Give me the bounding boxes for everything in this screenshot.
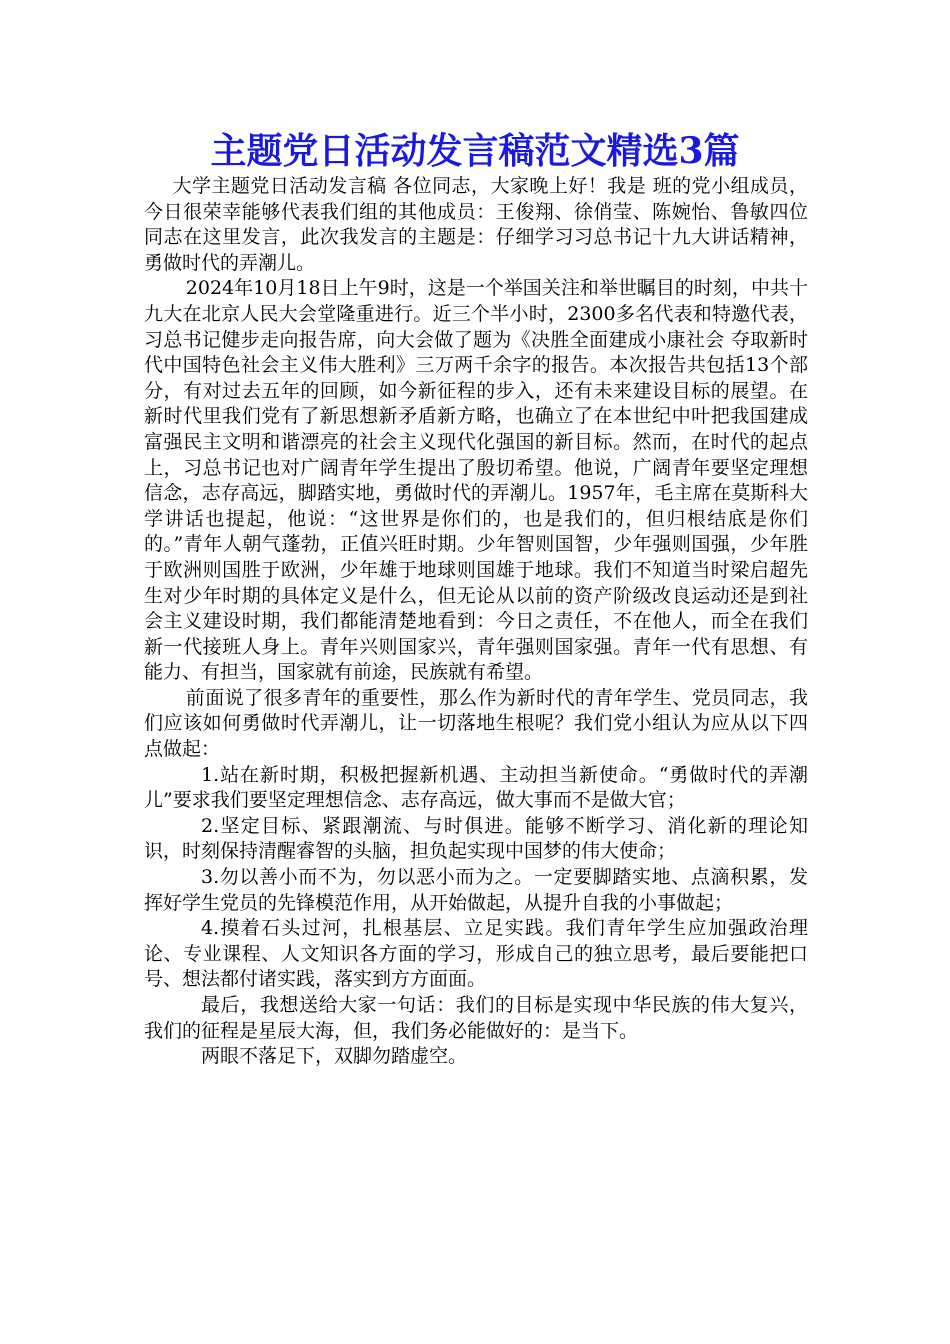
paragraph-report: 2024年10月18日上午9时，这是一个举国关注和举世瞩目的时刻，中共十九大在北京人民大会堂隆重进行。近三个半小时，2300多名代表和特邀代表，习总书记健步走向报告席，向大会做了题为《决胜全面建成小康社会 夺取新时代中国特色社会主义伟大胜利》三万两千余字的报告。本次报告共包括13个部分，有对过去五年的回顾，如今新征程的步入，还有未来建设目标的展望。在新时代里我们党有了新思想新矛盾新方略，也确立了在本世纪中叶把我国建成富强民主文明和谐漂亮的社会主义现代化强国的新目标。然而，在时代的起点上，习总书记也对广阔青年学生提出了殷切希望。他说，广阔青年要坚定理想信念，志存高远，脚踏实地，勇做时代的弄潮儿。1957年，毛主席在莫斯科大学讲话也提起，他说：“这世界是你们的，也是我们的，但归根结底是你们的。”青年人朝气蓬勃，正值兴旺时期。少年智则国智，少年强则国强，少年胜于欧洲则国胜于欧洲，少年雄于地球则国雄于地球。我们不知道当时梁启超先生对少年时期的具体定义是什么，但无论从以前的资产阶级改良运动还是到社会主义建设时期，我们都能清楚地看到：今日之责任，不在他人，而全在我们新一代接班人身上。青年兴则国家兴，青年强则国家强。青年一代有思想、有能力、有担当，国家就有前途，民族就有希望。 — [144, 277, 808, 684]
paragraph-final-line: 两眼不落足下，双脚勿踏虚空。 — [201, 1045, 468, 1068]
paragraph-closing: 最后，我想送给大家一句话：我们的目标是实现中华民族的伟大复兴，我们的征程是星辰大海，但，我们务必能做好的：是当下。 — [144, 994, 808, 1042]
document-title: 主题党日活动发言稿范文精选3篇 — [210, 130, 740, 172]
paragraph-question: 前面说了很多青年的重要性，那么作为新时代的青年学生、党员同志，我们应该如何勇做时代弄潮儿，让一切落地生根呢？我们党小组认为应从以下四点做起： — [144, 686, 808, 761]
paragraph-point-1: 1.站在新时期，积极把握新机遇、主动担当新使命。“勇做时代的弄潮儿”要求我们要坚定理想信念、志存高远，做大事而不是做大官； — [144, 763, 808, 812]
paragraph-point-4: 4.摸着石头过河，扎根基层、立足实践。我们青年学生应加强政治理论、专业课程、人文知识各方面的学习，形成自己的独立思考，最后要能把口号、想法都付诸实践，落实到方方面面。 — [144, 917, 808, 991]
paragraph-intro: 大学主题党日活动发言稿 各位同志，大家晚上好！我是 班的党小组成员，今日很荣幸能够代表我们组的其他成员：王俊翔、徐俏莹、陈婉怡、鲁敏四位同志在这里发言，此次我发言的主题是：仔细学习习总书记十九大讲话精神，勇做时代的弄潮儿。 — [144, 175, 808, 274]
paragraph-point-2: 2.坚定目标、紧跟潮流、与时俱进。能够不断学习、消化新的理论知识，时刻保持清醒睿智的头脑，担负起实现中国梦的伟大使命； — [144, 814, 808, 863]
paragraph-point-3: 3.勿以善小而不为，勿以恶小而为之。一定要脚踏实地、点滴积累，发挥好学生党员的先锋模范作用，从开始做起，从提升自我的小事做起； — [144, 866, 808, 914]
document-body — [144, 174, 808, 1070]
